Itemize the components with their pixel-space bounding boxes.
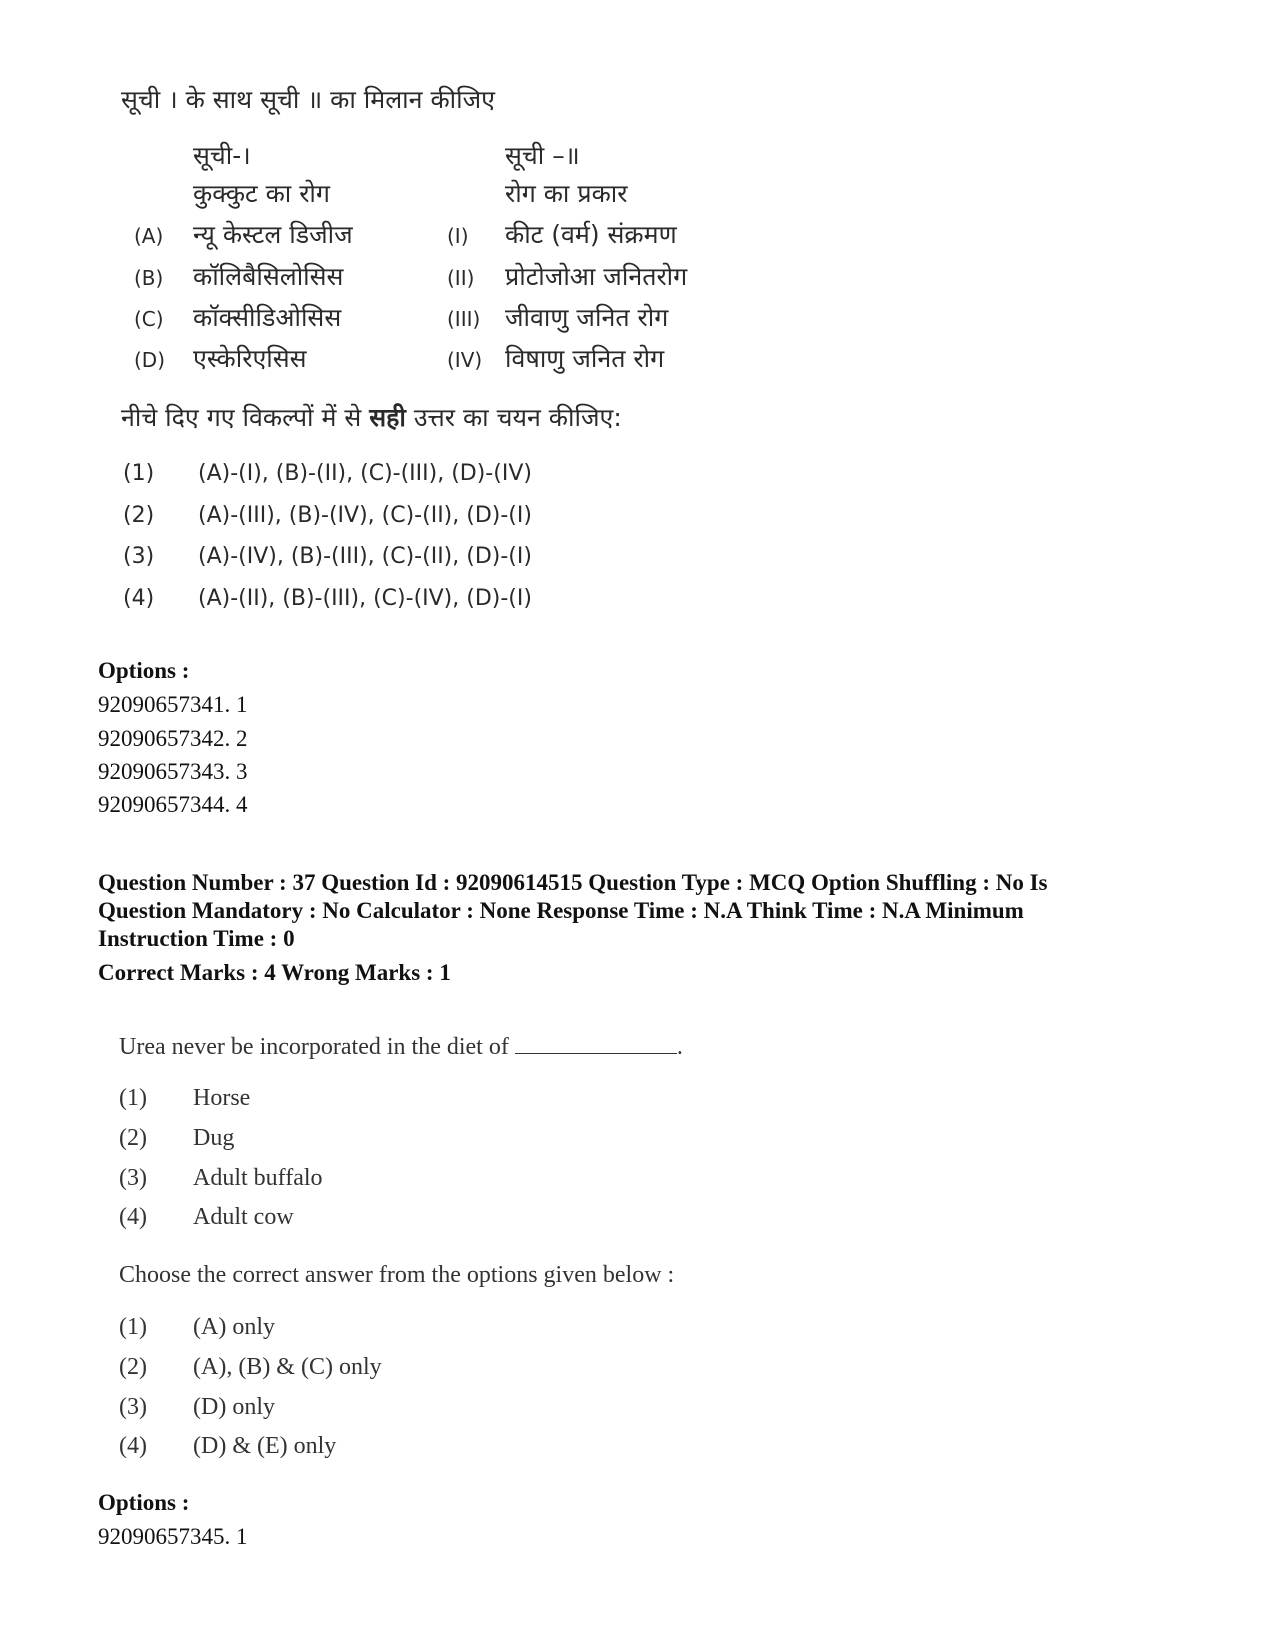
row-left-label: (B): [134, 266, 164, 290]
row-left-label: (C): [134, 307, 164, 331]
option-item: 92090657343. 3: [98, 759, 248, 784]
answer-text: (D) only: [193, 1394, 275, 1420]
item-num: (1): [119, 1085, 147, 1111]
choice-text: (A)-(II), (B)-(III), (C)-(IV), (D)-(I): [198, 586, 532, 611]
row-left-text: कॉक्सीडिओसिस: [193, 303, 342, 332]
answer-num: (1): [119, 1314, 147, 1340]
choose-prefix: नीचे दिए गए विकल्पों में से: [121, 403, 370, 432]
answer-num: (2): [119, 1354, 147, 1380]
question-meta-line3: Instruction Time : 0: [98, 926, 295, 951]
answer-text: (A) only: [193, 1314, 275, 1340]
choose-suffix: उत्तर का चयन कीजिए:: [405, 403, 622, 432]
answer-text: (A), (B) & (C) only: [193, 1354, 382, 1380]
answer-blank: [515, 1035, 677, 1054]
list2-subheader: रोग का प्रकार: [505, 179, 628, 208]
row-right-label: (II): [447, 266, 475, 290]
choose-bold-word: सही: [369, 403, 406, 432]
match-instruction: सूची । के साथ सूची ॥ का मिलान कीजिए: [121, 85, 496, 114]
choice-num: (3): [123, 544, 155, 569]
answer-num: (4): [119, 1433, 147, 1459]
row-right-text: विषाणु जनित रोग: [505, 344, 665, 373]
option-item: 92090657345. 1: [98, 1524, 248, 1549]
row-right-label: (III): [447, 307, 481, 331]
item-num: (2): [119, 1125, 147, 1151]
row-left-text: एस्केरिएसिस: [193, 344, 307, 373]
item-text: Horse: [193, 1085, 251, 1111]
choice-num: (2): [123, 503, 155, 528]
item-num: (3): [119, 1165, 147, 1191]
row-left-text: कॉलिबैसिलोसिस: [193, 262, 344, 291]
row-left-label: (D): [134, 348, 166, 372]
row-right-text: कीट (वर्म) संक्रमण: [505, 220, 677, 249]
question-stem: [119, 1034, 683, 1061]
list1-header: सूची-।: [193, 141, 251, 170]
list1-subheader: कुक्कुट का रोग: [193, 179, 330, 208]
question-meta-line2: Question Mandatory : No Calculator : None Response Time : N.A Think Time : N.A Minimum: [98, 898, 1024, 923]
row-right-label: (IV): [447, 348, 483, 372]
option-item: 92090657342. 2: [98, 726, 248, 751]
question-stem-end: .: [676, 1034, 683, 1060]
item-text: Adult cow: [193, 1204, 294, 1230]
row-right-text: प्रोटोजोआ जनितरोग: [505, 262, 688, 291]
item-text: Adult buffalo: [193, 1165, 323, 1191]
choice-text: (A)-(I), (B)-(II), (C)-(III), (D)-(IV): [198, 461, 532, 486]
option-item: 92090657341. 1: [98, 692, 248, 717]
row-right-label: (I): [447, 224, 469, 248]
answer-num: (3): [119, 1394, 147, 1420]
row-left-text: न्यू केस्टल डिजीज: [193, 220, 353, 249]
choose-instruction: [121, 400, 622, 434]
item-text: Dug: [193, 1125, 235, 1151]
choice-text: (A)-(IV), (B)-(III), (C)-(II), (D)-(I): [198, 544, 532, 569]
row-left-label: (A): [134, 224, 164, 248]
question-stem-text: Urea never be incorporated in the diet of: [119, 1034, 509, 1060]
options-heading: Options :: [98, 1490, 190, 1515]
choice-num: (4): [123, 586, 155, 611]
options-heading: Options :: [98, 658, 190, 683]
choice-num: (1): [123, 461, 155, 486]
row-right-text: जीवाणु जनित रोग: [505, 303, 669, 332]
question-marks: Correct Marks : 4 Wrong Marks : 1: [98, 960, 451, 985]
choose-answer-instruction: Choose the correct answer from the options given below :: [119, 1262, 675, 1288]
answer-text: (D) & (E) only: [193, 1433, 337, 1459]
list2-header: सूची –॥: [505, 141, 580, 170]
question-meta-line1: Question Number : 37 Question Id : 92090614515 Question Type : MCQ Option Shuffling : No Is: [98, 870, 1048, 895]
item-num: (4): [119, 1204, 147, 1230]
choice-text: (A)-(III), (B)-(IV), (C)-(II), (D)-(I): [198, 503, 532, 528]
option-item: 92090657344. 4: [98, 792, 248, 817]
